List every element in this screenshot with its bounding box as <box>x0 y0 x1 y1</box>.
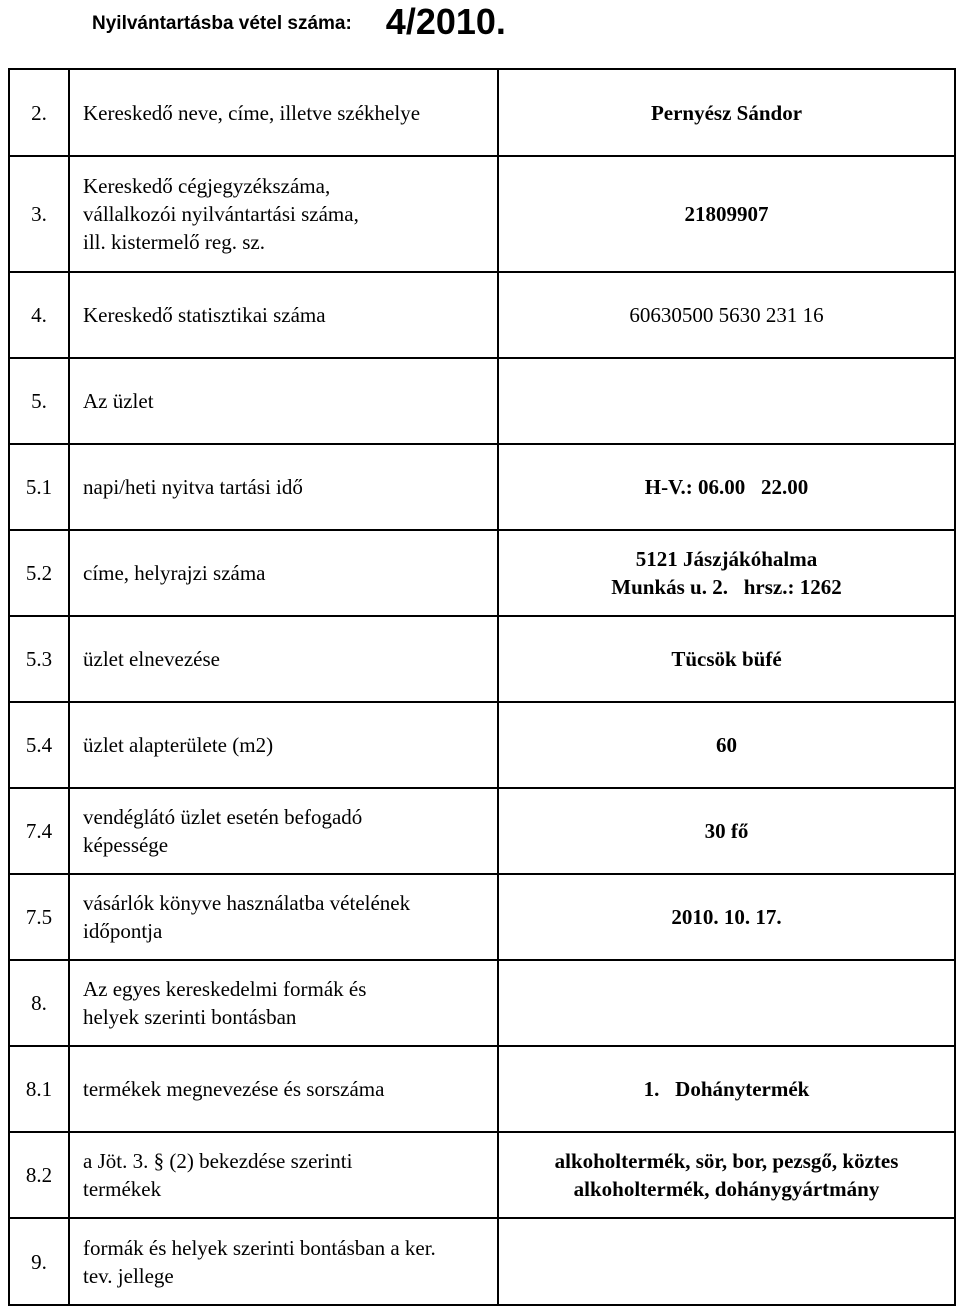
floor-area-value <box>498 702 955 788</box>
table-row-8-2 <box>9 1132 955 1218</box>
excise-products-label <box>69 1132 498 1218</box>
registry-number-label-text: Kereskedő cégjegyzékszáma, vállalkozói nyilvántartási száma, ill. kistermelő reg. sz. <box>83 174 359 254</box>
table-row-2 <box>9 69 955 156</box>
excise-products-line-2: alkoholtermék, dohánygyártmány <box>573 1177 880 1201</box>
row-number: 2. <box>9 69 69 156</box>
excise-products-label-text: a Jöt. 3. § (2) bekezdése szerinti termékek <box>83 1149 353 1201</box>
registration-number-label: Nyilvántartásba vétel száma: <box>92 13 352 34</box>
address-line-1: 5121 Jászjákóhalma <box>635 547 818 571</box>
table-row-8 <box>9 960 955 1046</box>
table-row-9 <box>9 1218 955 1305</box>
row-number: 9. <box>9 1218 69 1305</box>
trade-forms-label <box>69 960 498 1046</box>
products-value <box>498 1046 955 1132</box>
shop-name-label: üzlet elnevezése <box>69 616 498 702</box>
complaint-book-date-value <box>498 874 955 960</box>
row-number: 4. <box>9 272 69 358</box>
table-row-7-5 <box>9 874 955 960</box>
complaint-book-date: 2010. 10. 17. <box>671 905 782 929</box>
registration-header <box>92 0 506 48</box>
statistical-number-label: Kereskedő statisztikai száma <box>69 272 498 358</box>
shop-section-value <box>498 358 955 444</box>
products: 1. Dohánytermék <box>643 1077 810 1101</box>
capacity-value <box>498 788 955 874</box>
activity-type-label-text: formák és helyek szerinti bontásban a ker. tev. jellege <box>83 1235 436 1288</box>
floor-area: 60 <box>716 733 737 757</box>
floor-area-label: üzlet alapterülete (m2) <box>69 702 498 788</box>
opening-hours-value <box>498 444 955 530</box>
row-number: 8. <box>9 960 69 1046</box>
capacity: 30 fő <box>704 819 749 843</box>
table-row-5-4 <box>9 702 955 788</box>
row-number: 5.2 <box>9 530 69 616</box>
complaint-book-date-label-text: vásárlók könyve használatba vételének időpontja <box>83 891 411 943</box>
registry-number-label <box>69 156 498 272</box>
row-number: 5.1 <box>9 444 69 530</box>
row-number: 5.3 <box>9 616 69 702</box>
activity-type-label <box>69 1218 498 1305</box>
registry-number-value <box>498 156 955 272</box>
complaint-book-date-label <box>69 874 498 960</box>
opening-hours: H-V.: 06.00 22.00 <box>644 475 809 499</box>
trader-name-value <box>498 69 955 156</box>
row-number: 8.1 <box>9 1046 69 1132</box>
table-row-8-1 <box>9 1046 955 1132</box>
trader-name: Pernyész Sándor <box>650 100 803 125</box>
row-number: 7.5 <box>9 874 69 960</box>
table-row-4 <box>9 272 955 358</box>
shop-name: Tücsök büfé <box>671 647 782 671</box>
address-label: címe, helyrajzi száma <box>69 530 498 616</box>
registry-number: 21809907 <box>684 202 769 226</box>
registration-number: 4/2010. <box>385 1 506 42</box>
table-row-5-1 <box>9 444 955 530</box>
trade-forms-label-text: Az egyes kereskedelmi formák és helyek szerinti bontásban <box>83 977 367 1029</box>
address-value <box>498 530 955 616</box>
table-row-3 <box>9 156 955 272</box>
trade-forms-value <box>498 960 955 1046</box>
statistical-number-value: 60630500 5630 231 16 <box>498 272 955 358</box>
table-row-5 <box>9 358 955 444</box>
shop-section-label: Az üzlet <box>69 358 498 444</box>
shop-name-value <box>498 616 955 702</box>
excise-products-line-1: alkoholtermék, sör, bor, pezsgő, köztes <box>554 1149 899 1173</box>
row-number: 3. <box>9 156 69 272</box>
table-row-5-3 <box>9 616 955 702</box>
row-number: 8.2 <box>9 1132 69 1218</box>
row-number: 7.4 <box>9 788 69 874</box>
row-number: 5.4 <box>9 702 69 788</box>
capacity-label-text: vendéglátó üzlet esetén befogadó képessége <box>83 805 363 857</box>
registration-table <box>8 68 956 1306</box>
row-number: 5. <box>9 358 69 444</box>
table-row-5-2 <box>9 530 955 616</box>
excise-products-value <box>498 1132 955 1218</box>
opening-hours-label: napi/heti nyitva tartási idő <box>69 444 498 530</box>
table-row-7-4 <box>9 788 955 874</box>
activity-type-value <box>498 1218 955 1305</box>
capacity-label <box>69 788 498 874</box>
trader-name-label: Kereskedő neve, címe, illetve székhelye <box>69 69 498 156</box>
products-label: termékek megnevezése és sorszáma <box>69 1046 498 1132</box>
address-line-2: Munkás u. 2. hrsz.: 1262 <box>611 575 842 599</box>
